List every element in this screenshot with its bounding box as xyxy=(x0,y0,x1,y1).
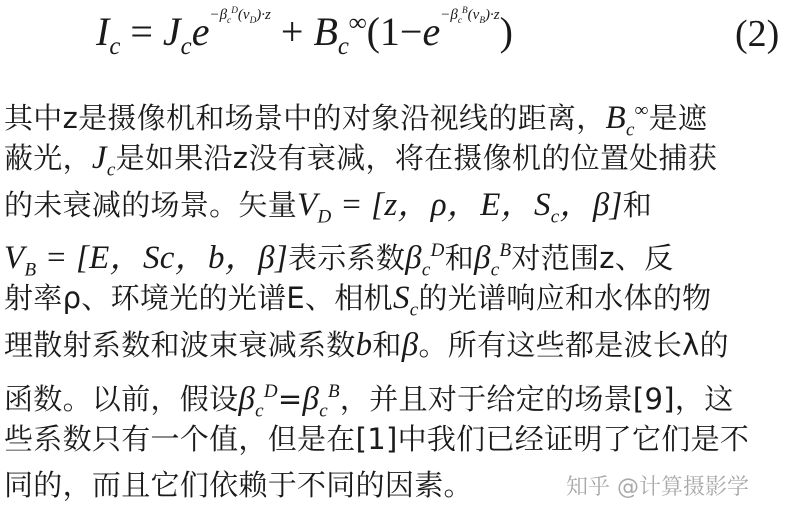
text-line-3: 的未衰减的场景。矢量$V_D = [z$，ρ，E，$S_c$，β]和 xyxy=(4,186,653,228)
equation-block xyxy=(0,0,788,84)
text-line-2: 蔽光，$J_c$是如果沿z没有衰减，将在摄像机的位置处捕获 xyxy=(4,139,718,181)
text-line-9: 同的，而且它们依赖于不同的因素。 xyxy=(4,468,473,503)
text-line-5: 射率ρ、环境光的光谱E、相机$S_c$的光谱响应和水体的物 xyxy=(4,280,712,321)
body-paragraph xyxy=(4,88,784,509)
text-line-6: 理散射系数和波束衰减系数b和β。所有这些都是波长λ的 xyxy=(4,326,729,363)
equation-formula: $I_c = J_ce^{-\beta_c^D(v_D)\cdot z} + B_c^\infty(1-e^{-\beta_c^B(v_B)\cdot z})$ xyxy=(96,6,513,60)
text-line-8: 些系数只有一个值，但是在[1]中我们已经证明了它们是不 xyxy=(4,421,750,456)
text-line-7: 函数。以前，假设$\beta_c^D=\beta_c^B$，并且对于给定的场景[9]，这 xyxy=(4,380,734,422)
watermark: 知乎 @计算摄影学 xyxy=(566,475,749,500)
text-line-4: $V_B = [E$，Sc，b，β]表示系数$\beta_c^D$和$\beta_c^B$对范围z、反 xyxy=(4,240,674,281)
text-line-1: 其中z是摄像机和场景中的对象沿视线的距离，$B_c^\infty$是遮 xyxy=(4,100,708,141)
equation-number: (2) xyxy=(735,13,780,55)
